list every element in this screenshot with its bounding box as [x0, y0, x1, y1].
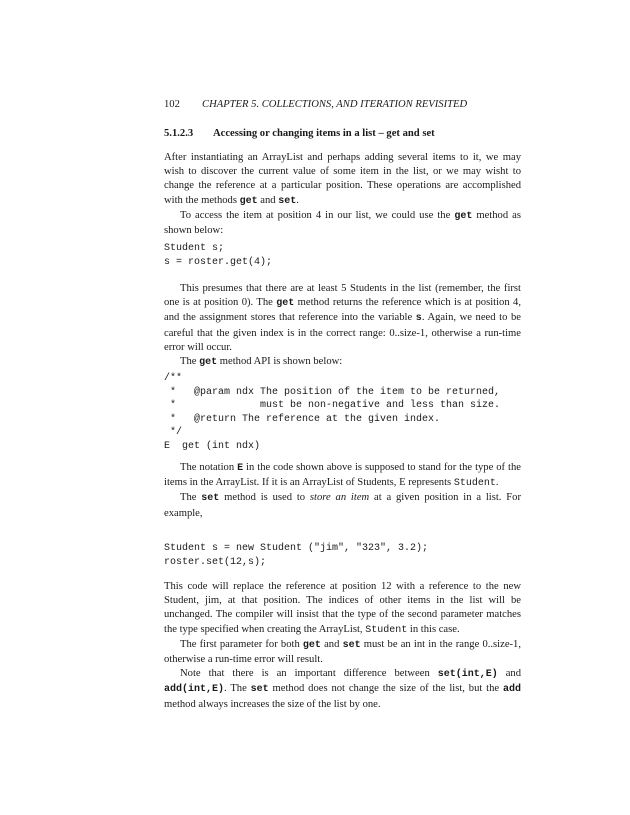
paragraph-difference: Note that there is an important difference between set(int,E) and add(int,E). The set method does not change the size of the list, but the add method always increases the size of the list by one.	[164, 668, 522, 710]
chapter-title: CHAPTER 5. COLLECTIONS, AND ITERATION REVISITED	[202, 99, 468, 110]
code-get: get	[454, 210, 473, 222]
paragraph-presumes: This presumes that there are at least 5 Students in the list (remember, the first one is at position 0). The get method returns the reference which is at position 4, and the assignment stores that reference into the variable s. Again, we need to be careful that the given index is in the correct range: 0..size-1, otherwise a run-time error will occur.	[164, 283, 521, 353]
section-title: Accessing or changing items in a list – get and set	[213, 128, 435, 139]
paragraph-notation: The notation E in the code shown above is supposed to stand for the type of the items in the ArrayList. If it is an ArrayList of Students, E represents Student.	[164, 462, 521, 490]
code-get: get	[239, 195, 258, 207]
paragraph-access: To access the item at position 4 in our list, we could use the get method as shown below:	[164, 209, 521, 237]
text-block-2	[164, 282, 521, 370]
code-set-signature: set(int,E)	[437, 669, 498, 681]
paragraph-first-param: The first parameter for both get and set must be an int in the range 0..size-1, otherwise a run-time error will result.	[164, 638, 521, 666]
code-block-api: /** * @param ndx The position of the item to be returned, * must be non-negative and less than size. * @return The reference at the given index. */ E get (int ndx)	[164, 373, 501, 452]
code-add-signature: add(int,E)	[164, 684, 225, 696]
section-number: 5.1.2.3	[164, 128, 194, 139]
code-get: get	[276, 298, 295, 310]
page-number: 102	[164, 99, 180, 110]
code-get: get	[302, 639, 321, 651]
code-block-get-example: Student s; s = roster.get(4);	[164, 243, 273, 268]
code-add: add	[502, 684, 521, 696]
emphasis-store-item: store an item	[309, 492, 370, 504]
code-set: set	[250, 684, 269, 696]
text-block-4	[164, 580, 521, 712]
code-set: set	[201, 493, 220, 505]
text-block-1	[164, 151, 521, 238]
paragraph-api-intro: The get method API is shown below:	[180, 356, 343, 369]
code-block-set-example: Student s = new Student ("jim", "323", 3.2); roster.set(12,s);	[164, 543, 429, 568]
code-get: get	[199, 357, 218, 369]
section-heading	[164, 128, 435, 139]
code-set: set	[342, 639, 361, 651]
code-set: set	[278, 195, 297, 207]
paragraph-set: The set method is used to store an item at a given position in a list. For example,	[164, 492, 521, 519]
paragraph-replace: This code will replace the reference at position 12 with a reference to the new Student, jim, at that position. The indices of other items in the list will be unchanged. The compiler will insist that the type of the second parameter matches the type specified when creating the ArrayList, Student in this case.	[164, 581, 521, 636]
code-student: Student	[365, 624, 408, 636]
code-E: E	[237, 463, 244, 474]
code-student: Student	[453, 478, 496, 490]
text-block-3	[164, 461, 521, 521]
paragraph-intro: After instantiating an ArrayList and perhaps adding several items to it, we may wish to discover the current value of some item in the list, or we may wisht to change the reference at a particular position. These operations are accomplished with the methods get and set.	[164, 152, 521, 207]
code-s: s	[415, 313, 422, 325]
